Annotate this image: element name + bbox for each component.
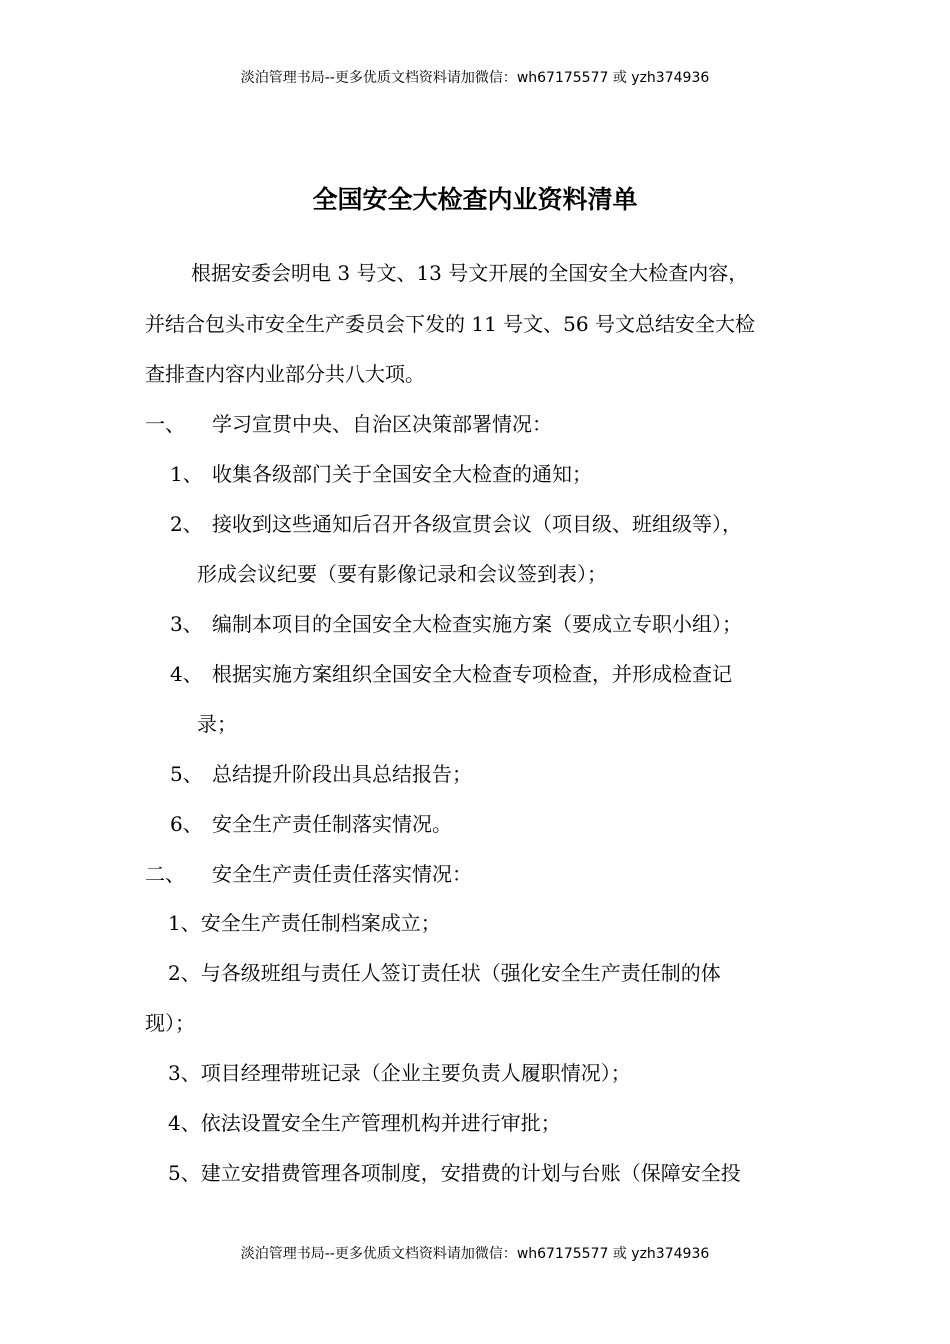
page-header: 淡泊管理书局--更多优质文档资料请加微信：wh67175577 或 yzh374936 (240, 70, 710, 86)
s1-item-1-number: 1、 (170, 462, 203, 486)
section-1-heading: 学习宣贯中央、自治区决策部署情况： (212, 412, 552, 436)
s1-item-3-text: 编制本项目的全国安全大检查实施方案（要成立专职小组）； (212, 612, 742, 636)
s1-item-4-continuation: 录； (197, 712, 237, 736)
s1-item-1-text: 收集各级部门关于全国安全大检查的通知； (212, 462, 592, 486)
s1-item-6-text: 安全生产责任制落实情况。 (212, 812, 452, 836)
s1-item-6-number: 6、 (170, 812, 203, 836)
intro-line-2: 并结合包头市安全生产委员会下发的 11 号文、56 号文总结安全大检 (145, 312, 755, 336)
s2-item-2-continuation: 现）； (145, 1011, 195, 1035)
s1-item-3-number: 3、 (170, 612, 203, 636)
s1-item-2-number: 2、 (170, 512, 203, 536)
s1-item-5-text: 总结提升阶段出具总结报告； (212, 762, 472, 786)
section-1-number: 一、 (145, 412, 185, 436)
s2-item-4: 4、依法设置安全生产管理机构并进行审批； (168, 1111, 561, 1135)
document-title: 全国安全大检查内业资料清单 (312, 185, 638, 214)
page-footer: 淡泊管理书局--更多优质文档资料请加微信：wh67175577 或 yzh374936 (240, 1246, 710, 1262)
section-2-heading: 安全生产责任责任落实情况： (212, 862, 472, 886)
s1-item-2-text: 接收到这些通知后召开各级宣贯会议（项目级、班组级等）， (212, 512, 742, 536)
section-2-number: 二、 (145, 862, 185, 886)
s1-item-4-text: 根据实施方案组织全国安全大检查专项检查，并形成检查记 (212, 662, 732, 686)
s1-item-5-number: 5、 (170, 762, 203, 786)
s2-item-2: 2、与各级班组与责任人签订责任状（强化安全生产责任制的体 (168, 961, 721, 985)
intro-line-1: 根据安委会明电 3 号文、13 号文开展的全国安全大检查内容， (191, 261, 749, 285)
s2-item-3: 3、项目经理带班记录（企业主要负责人履职情况）； (168, 1061, 631, 1085)
s1-item-4-number: 4、 (170, 662, 203, 686)
intro-line-3: 查排查内容内业部分共八大项。 (145, 362, 425, 386)
s2-item-1: 1、安全生产责任制档案成立； (168, 911, 441, 935)
s1-item-2-continuation: 形成会议纪要（要有影像记录和会议签到表）； (197, 562, 607, 586)
s2-item-5: 5、建立安措费管理各项制度，安措费的计划与台账（保障安全投 (168, 1161, 741, 1185)
